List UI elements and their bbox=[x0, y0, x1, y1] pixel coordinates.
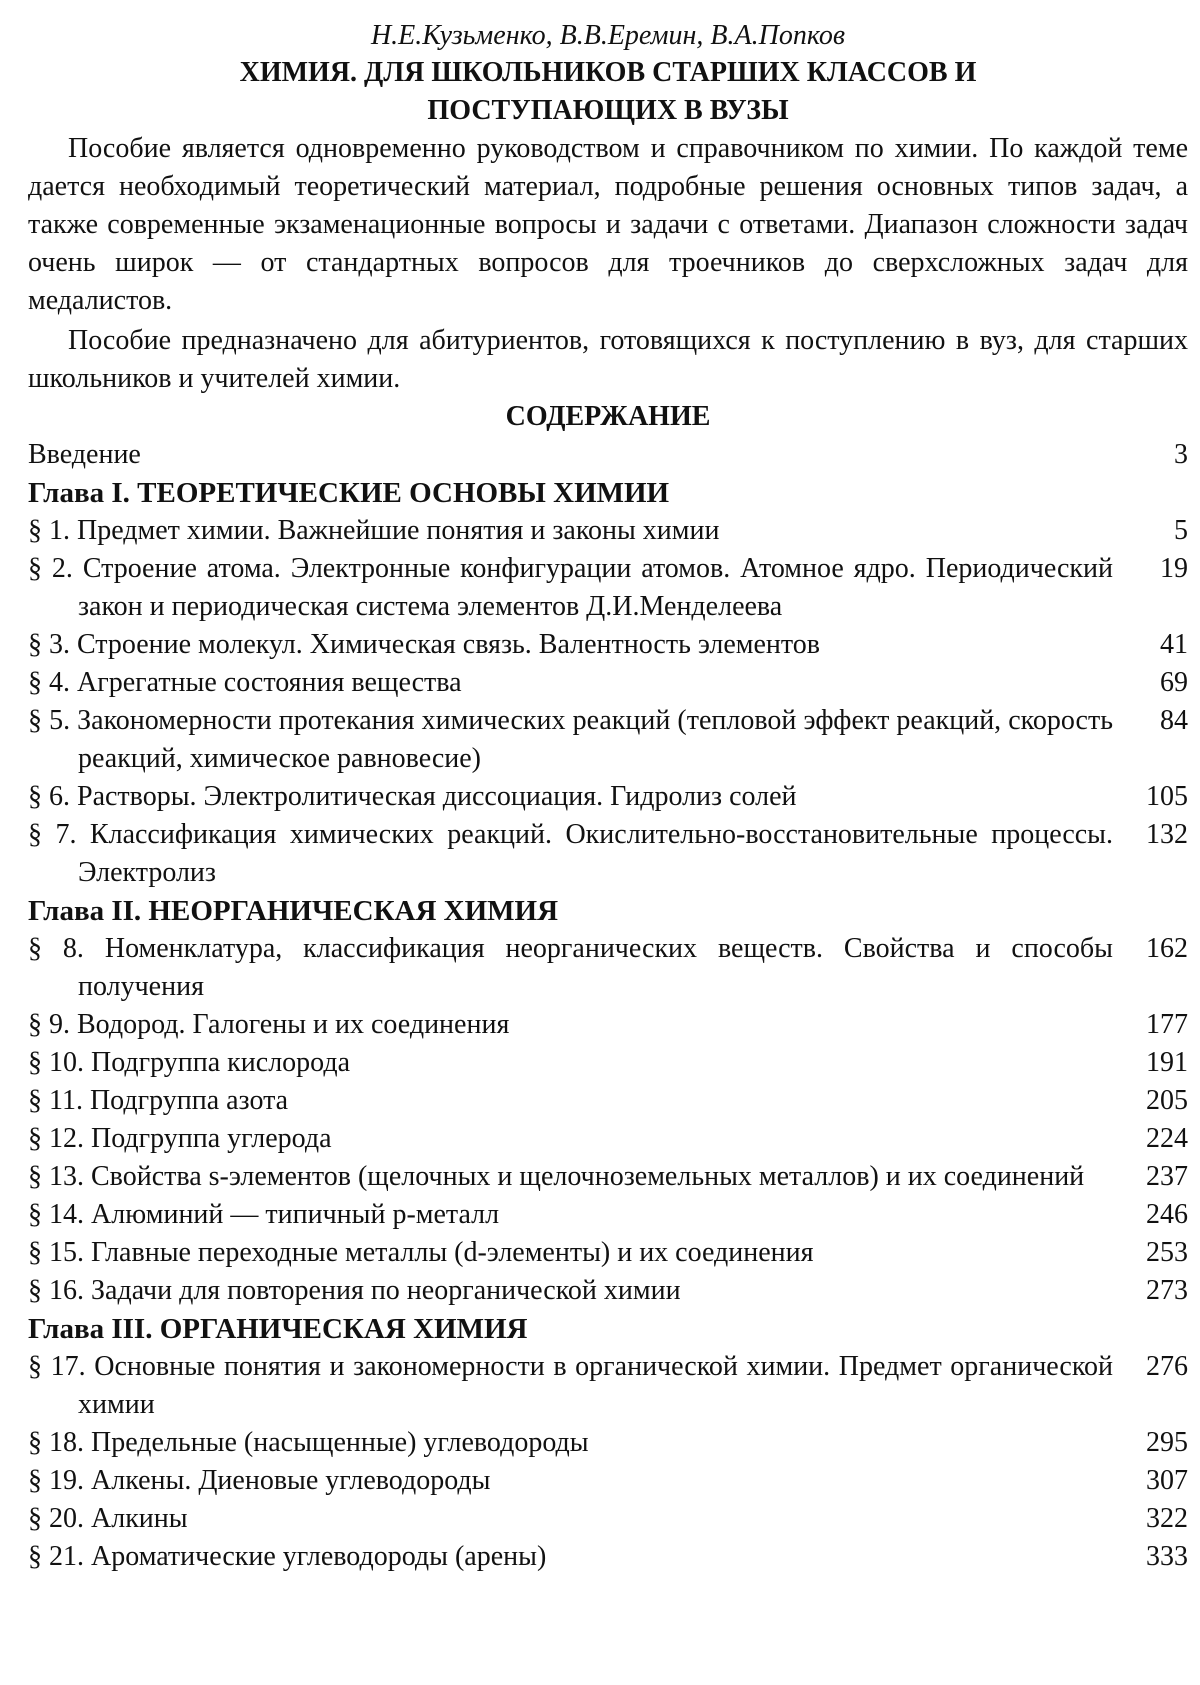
toc-entry bbox=[28, 1044, 1188, 1082]
toc-page-number: 105 bbox=[1146, 781, 1188, 812]
toc-entry-title: Глава II. НЕОРГАНИЧЕСКАЯ ХИМИЯ bbox=[28, 895, 559, 927]
toc-entry bbox=[28, 626, 1188, 664]
toc-chapter bbox=[28, 1310, 1188, 1348]
toc-entry-title: § 10. Подгруппа кислорода bbox=[28, 1047, 351, 1078]
toc-entry bbox=[28, 1082, 1188, 1120]
toc-page-number: 84 bbox=[1160, 705, 1188, 736]
toc-entry bbox=[28, 1196, 1188, 1234]
toc-entry bbox=[28, 1234, 1188, 1272]
toc-page-number: 3 bbox=[1174, 439, 1188, 470]
toc-entry-title: Глава I. ТЕОРЕТИЧЕСКИЕ ОСНОВЫ ХИМИИ bbox=[28, 477, 670, 509]
toc-entry bbox=[28, 930, 1188, 1006]
toc-entry-title: § 17. Основные понятия и закономерности в органической химии. Предмет органической химии bbox=[28, 1351, 1113, 1420]
toc-entry-title: § 11. Подгруппа азота bbox=[28, 1085, 289, 1116]
toc-entry bbox=[28, 702, 1188, 778]
book-title bbox=[28, 54, 1188, 130]
toc-entry bbox=[28, 664, 1188, 702]
toc-page-number: 253 bbox=[1146, 1237, 1188, 1268]
toc-entry-title: § 2. Строение атома. Электронные конфигурации атомов. Атомное ядро. Периодический закон и периодическая система элементов Д.И.Менделеева bbox=[28, 553, 1113, 622]
authors: Н.Е.Кузьменко, В.В.Еремин, В.А.Попков bbox=[370, 20, 846, 51]
toc-entry bbox=[28, 1500, 1188, 1538]
toc-heading: СОДЕРЖАНИЕ bbox=[505, 401, 711, 432]
toc-page-number: 237 bbox=[1146, 1161, 1188, 1192]
toc-entry bbox=[28, 1158, 1188, 1196]
toc-entry bbox=[28, 816, 1188, 892]
toc-page-number: 246 bbox=[1146, 1199, 1188, 1230]
toc-page-number: 69 bbox=[1160, 667, 1188, 698]
toc-entry-title: § 7. Классификация химических реакций. Окислительно-восстановительные процессы. Электролиз bbox=[28, 819, 1113, 888]
toc-entry-title: § 14. Алюминий — типичный p-металл bbox=[28, 1199, 500, 1230]
toc-entry-title: § 19. Алкены. Диеновые углеводороды bbox=[28, 1465, 491, 1496]
toc-page-number: 177 bbox=[1146, 1009, 1188, 1040]
toc-entry bbox=[28, 550, 1188, 626]
toc-entry bbox=[28, 1120, 1188, 1158]
toc-entry bbox=[28, 512, 1188, 550]
toc-entry-title: § 4. Агрегатные состояния вещества bbox=[28, 667, 462, 698]
toc-page-number: 224 bbox=[1146, 1123, 1188, 1154]
toc-entry-title: § 13. Свойства s-элементов (щелочных и щелочноземельных металлов) и их соединений bbox=[28, 1161, 1085, 1192]
toc-entry-title: § 3. Строение молекул. Химическая связь. Валентность элементов bbox=[28, 629, 820, 660]
description-paragraph: Пособие предназначено для абитуриентов, готовящихся к поступлению в вуз, для старших школьников и учителей химии. bbox=[28, 325, 1188, 394]
description-paragraph: Пособие является одновременно руководством и справочником по химии. По каждой теме дается необходимый теоретический материал, подробные решения основных типов задач, а также современные экзаменационные вопросы и задачи с ответами. Диапазон сложности задач очень широк — от стандартных вопросов для троечников до сверхсложных задач для медалистов. bbox=[28, 133, 1188, 316]
toc-entry-title: § 12. Подгруппа углерода bbox=[28, 1123, 332, 1154]
toc-entry bbox=[28, 436, 1188, 474]
toc-entry bbox=[28, 1348, 1188, 1424]
toc-page-number: 162 bbox=[1146, 933, 1188, 964]
toc-entry bbox=[28, 1462, 1188, 1500]
toc-entry bbox=[28, 1272, 1188, 1310]
toc-entry-title: § 1. Предмет химии. Важнейшие понятия и законы химии bbox=[28, 515, 720, 546]
toc-entry bbox=[28, 1538, 1188, 1576]
toc-page-number: 322 bbox=[1146, 1503, 1188, 1534]
toc-page-number: 295 bbox=[1146, 1427, 1188, 1458]
toc-entry-title: § 9. Водород. Галогены и их соединения bbox=[28, 1009, 510, 1040]
toc-page-number: 205 bbox=[1146, 1085, 1188, 1116]
toc-entry-title: Введение bbox=[28, 439, 141, 470]
toc-entry bbox=[28, 1424, 1188, 1462]
toc-page-number: 191 bbox=[1146, 1047, 1188, 1078]
toc-chapter bbox=[28, 892, 1188, 930]
document-page bbox=[28, 18, 1188, 1576]
book-title-line: ХИМИЯ. ДЛЯ ШКОЛЬНИКОВ СТАРШИХ КЛАССОВ И bbox=[239, 57, 977, 88]
toc-entry-title: § 21. Ароматические углеводороды (арены) bbox=[28, 1541, 547, 1572]
toc-entry-title: § 5. Закономерности протекания химических реакций (тепловой эффект реакций, скорость реакций, химическое равновесие) bbox=[28, 705, 1113, 774]
toc-entry-title: § 16. Задачи для повторения по неорганической химии bbox=[28, 1275, 681, 1306]
toc-page-number: 5 bbox=[1174, 515, 1188, 546]
table-of-contents bbox=[28, 436, 1188, 1576]
toc-page-number: 333 bbox=[1146, 1541, 1188, 1572]
toc-entry-title: § 20. Алкины bbox=[28, 1503, 188, 1534]
toc-entry-title: § 8. Номенклатура, классификация неорганических веществ. Свойства и способы получения bbox=[28, 933, 1113, 1002]
toc-page-number: 307 bbox=[1146, 1465, 1188, 1496]
toc-entry-title: § 18. Предельные (насыщенные) углеводороды bbox=[28, 1427, 589, 1458]
toc-chapter bbox=[28, 474, 1188, 512]
toc-page-number: 276 bbox=[1146, 1351, 1188, 1382]
toc-page-number: 273 bbox=[1146, 1275, 1188, 1306]
book-title-line: ПОСТУПАЮЩИХ В ВУЗЫ bbox=[427, 95, 789, 126]
toc-entry bbox=[28, 778, 1188, 816]
toc-entry-title: § 6. Растворы. Электролитическая диссоциация. Гидролиз солей bbox=[28, 781, 797, 812]
toc-entry-title: Глава III. ОРГАНИЧЕСКАЯ ХИМИЯ bbox=[28, 1313, 528, 1345]
toc-entry-title: § 15. Главные переходные металлы (d-элементы) и их соединения bbox=[28, 1237, 814, 1268]
toc-page-number: 41 bbox=[1160, 629, 1188, 660]
toc-page-number: 19 bbox=[1160, 553, 1188, 584]
toc-page-number: 132 bbox=[1146, 819, 1188, 850]
toc-entry bbox=[28, 1006, 1188, 1044]
